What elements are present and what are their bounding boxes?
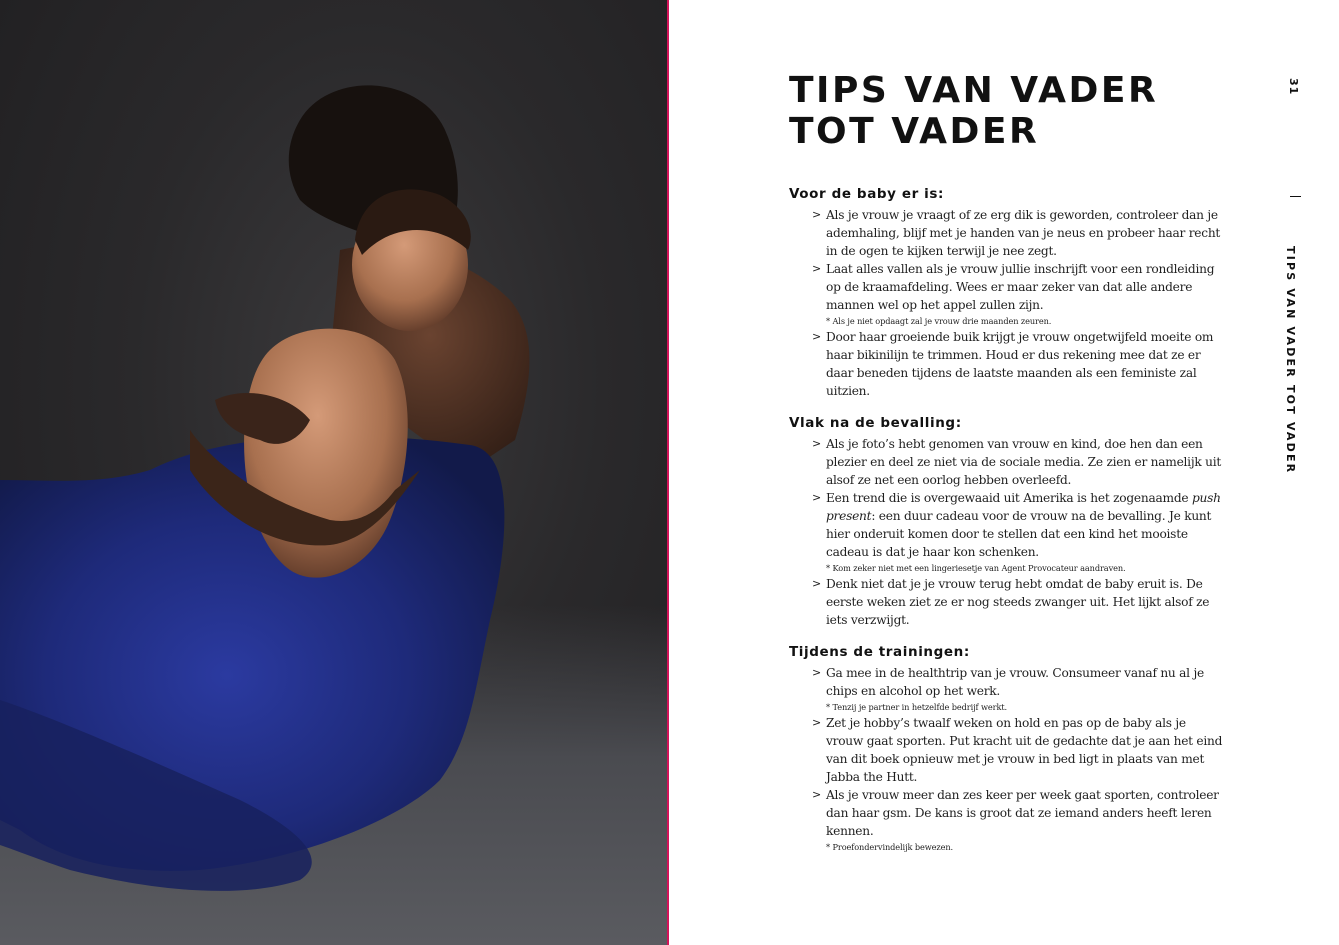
tips-content bbox=[789, 186, 1224, 869]
section-voor-de-baby bbox=[789, 186, 1224, 400]
tip-text: Als je vrouw je vraagt of ze erg dik is geworden, controleer dan je ademhaling, blijf met je handen van je neus en probeer haar recht in de ogen te kijken terwijl je nee zegt. bbox=[826, 208, 1221, 258]
tip-marker: > bbox=[812, 262, 821, 275]
tip-item bbox=[789, 260, 1224, 328]
tip-marker: > bbox=[812, 208, 821, 221]
tip-marker: > bbox=[812, 330, 821, 343]
tip-text-after: : een duur cadeau voor de vrouw na de bevalling. Je kunt hier onderuit komen door te stellen dat een kind het mooiste cadeau is dat je haar kon schenken. bbox=[826, 509, 1212, 559]
tip-item bbox=[789, 489, 1224, 575]
tip-text: Laat alles vallen als je vrouw jullie inschrijft voor een rondleiding op de kraamafdeling. Wees er maar zeker van dat alle andere mannen wel op het appel zullen zijn. bbox=[826, 262, 1215, 312]
tip-footnote: * Proefondervindelijk bewezen. bbox=[826, 842, 954, 852]
tip-item bbox=[789, 664, 1224, 714]
page-number: 31 bbox=[1287, 78, 1300, 96]
tip-marker: > bbox=[812, 716, 821, 729]
tip-list bbox=[789, 206, 1224, 400]
tip-footnote: * Als je niet opdaagt zal je vrouw drie maanden zeuren. bbox=[826, 316, 1052, 326]
tip-text-before: Een trend die is overgewaaid uit Amerika is het zogenaamde bbox=[826, 491, 1192, 505]
tip-text: Ga mee in de healthtrip van je vrouw. Consumeer vanaf nu al je chips en alcohol op het werk. bbox=[826, 666, 1204, 698]
text-page bbox=[669, 0, 1339, 945]
tip-marker: > bbox=[812, 577, 821, 590]
tip-item bbox=[789, 435, 1224, 489]
tip-list bbox=[789, 664, 1224, 854]
tip-text-italic: push present bbox=[826, 491, 1221, 523]
tip-text: Zet je hobby’s twaalf weken on hold en pas op de baby als je vrouw gaat sporten. Put kracht uit de gedachte dat je aan het eind van dit boek opnieuw met je vrouw in bed ligt in plaats van met Jabba the Hutt. bbox=[826, 716, 1223, 784]
tip-marker: > bbox=[812, 437, 821, 450]
tip-footnote: * Tenzij je partner in hetzelfde bedrijf werkt. bbox=[826, 702, 1008, 712]
tip-marker: > bbox=[812, 788, 821, 801]
section-tijdens-de-trainingen bbox=[789, 644, 1224, 854]
mother-holding-baby-photo bbox=[0, 0, 668, 945]
tip-marker: > bbox=[812, 666, 821, 679]
tip-item bbox=[789, 575, 1224, 629]
photo-illustration bbox=[0, 0, 668, 945]
running-head-divider bbox=[1290, 196, 1301, 197]
section-vlak-na-de-bevalling bbox=[789, 415, 1224, 629]
tip-list bbox=[789, 435, 1224, 629]
tip-text: Door haar groeiende buik krijgt je vrouw ongetwijfeld moeite om haar bikinilijn te trimmen. Houd er dus rekening mee dat ze er daar beneden tijdens de laatste maanden als een feministe zal uitzien. bbox=[826, 330, 1214, 398]
tip-item bbox=[789, 714, 1224, 786]
tip-item bbox=[789, 786, 1224, 854]
page-title-line-1: TIPS VAN VADER bbox=[789, 70, 1159, 111]
running-head: TIPS VAN VADER TOT VADER bbox=[1284, 246, 1297, 475]
tip-marker: > bbox=[812, 491, 821, 504]
tip-item bbox=[789, 328, 1224, 400]
tip-text: Denk niet dat je je vrouw terug hebt omdat de baby eruit is. De eerste weken ziet ze er nog steeds zwanger uit. Het lijkt alsof ze iets verzwijgt. bbox=[826, 577, 1210, 627]
section-heading: Vlak na de bevalling: bbox=[789, 415, 962, 431]
tip-text: Als je foto’s hebt genomen van vrouw en kind, doe hen dan een plezier en deel ze niet via de sociale media. Ze zien er namelijk uit alsof ze net een oorlog hebben overleefd. bbox=[826, 437, 1222, 487]
tip-text: Als je vrouw meer dan zes keer per week gaat sporten, controleer dan haar gsm. De kans is groot dat ze iemand anders heeft leren kennen. bbox=[826, 788, 1219, 838]
section-heading: Tijdens de trainingen: bbox=[789, 644, 970, 660]
page-title bbox=[789, 70, 1209, 152]
tip-item bbox=[789, 206, 1224, 260]
page-title-line-2: TOT VADER bbox=[789, 111, 1040, 152]
section-heading: Voor de baby er is: bbox=[789, 186, 945, 202]
tip-footnote: * Kom zeker niet met een lingeriesetje van Agent Provocateur aandraven. bbox=[826, 563, 1126, 573]
